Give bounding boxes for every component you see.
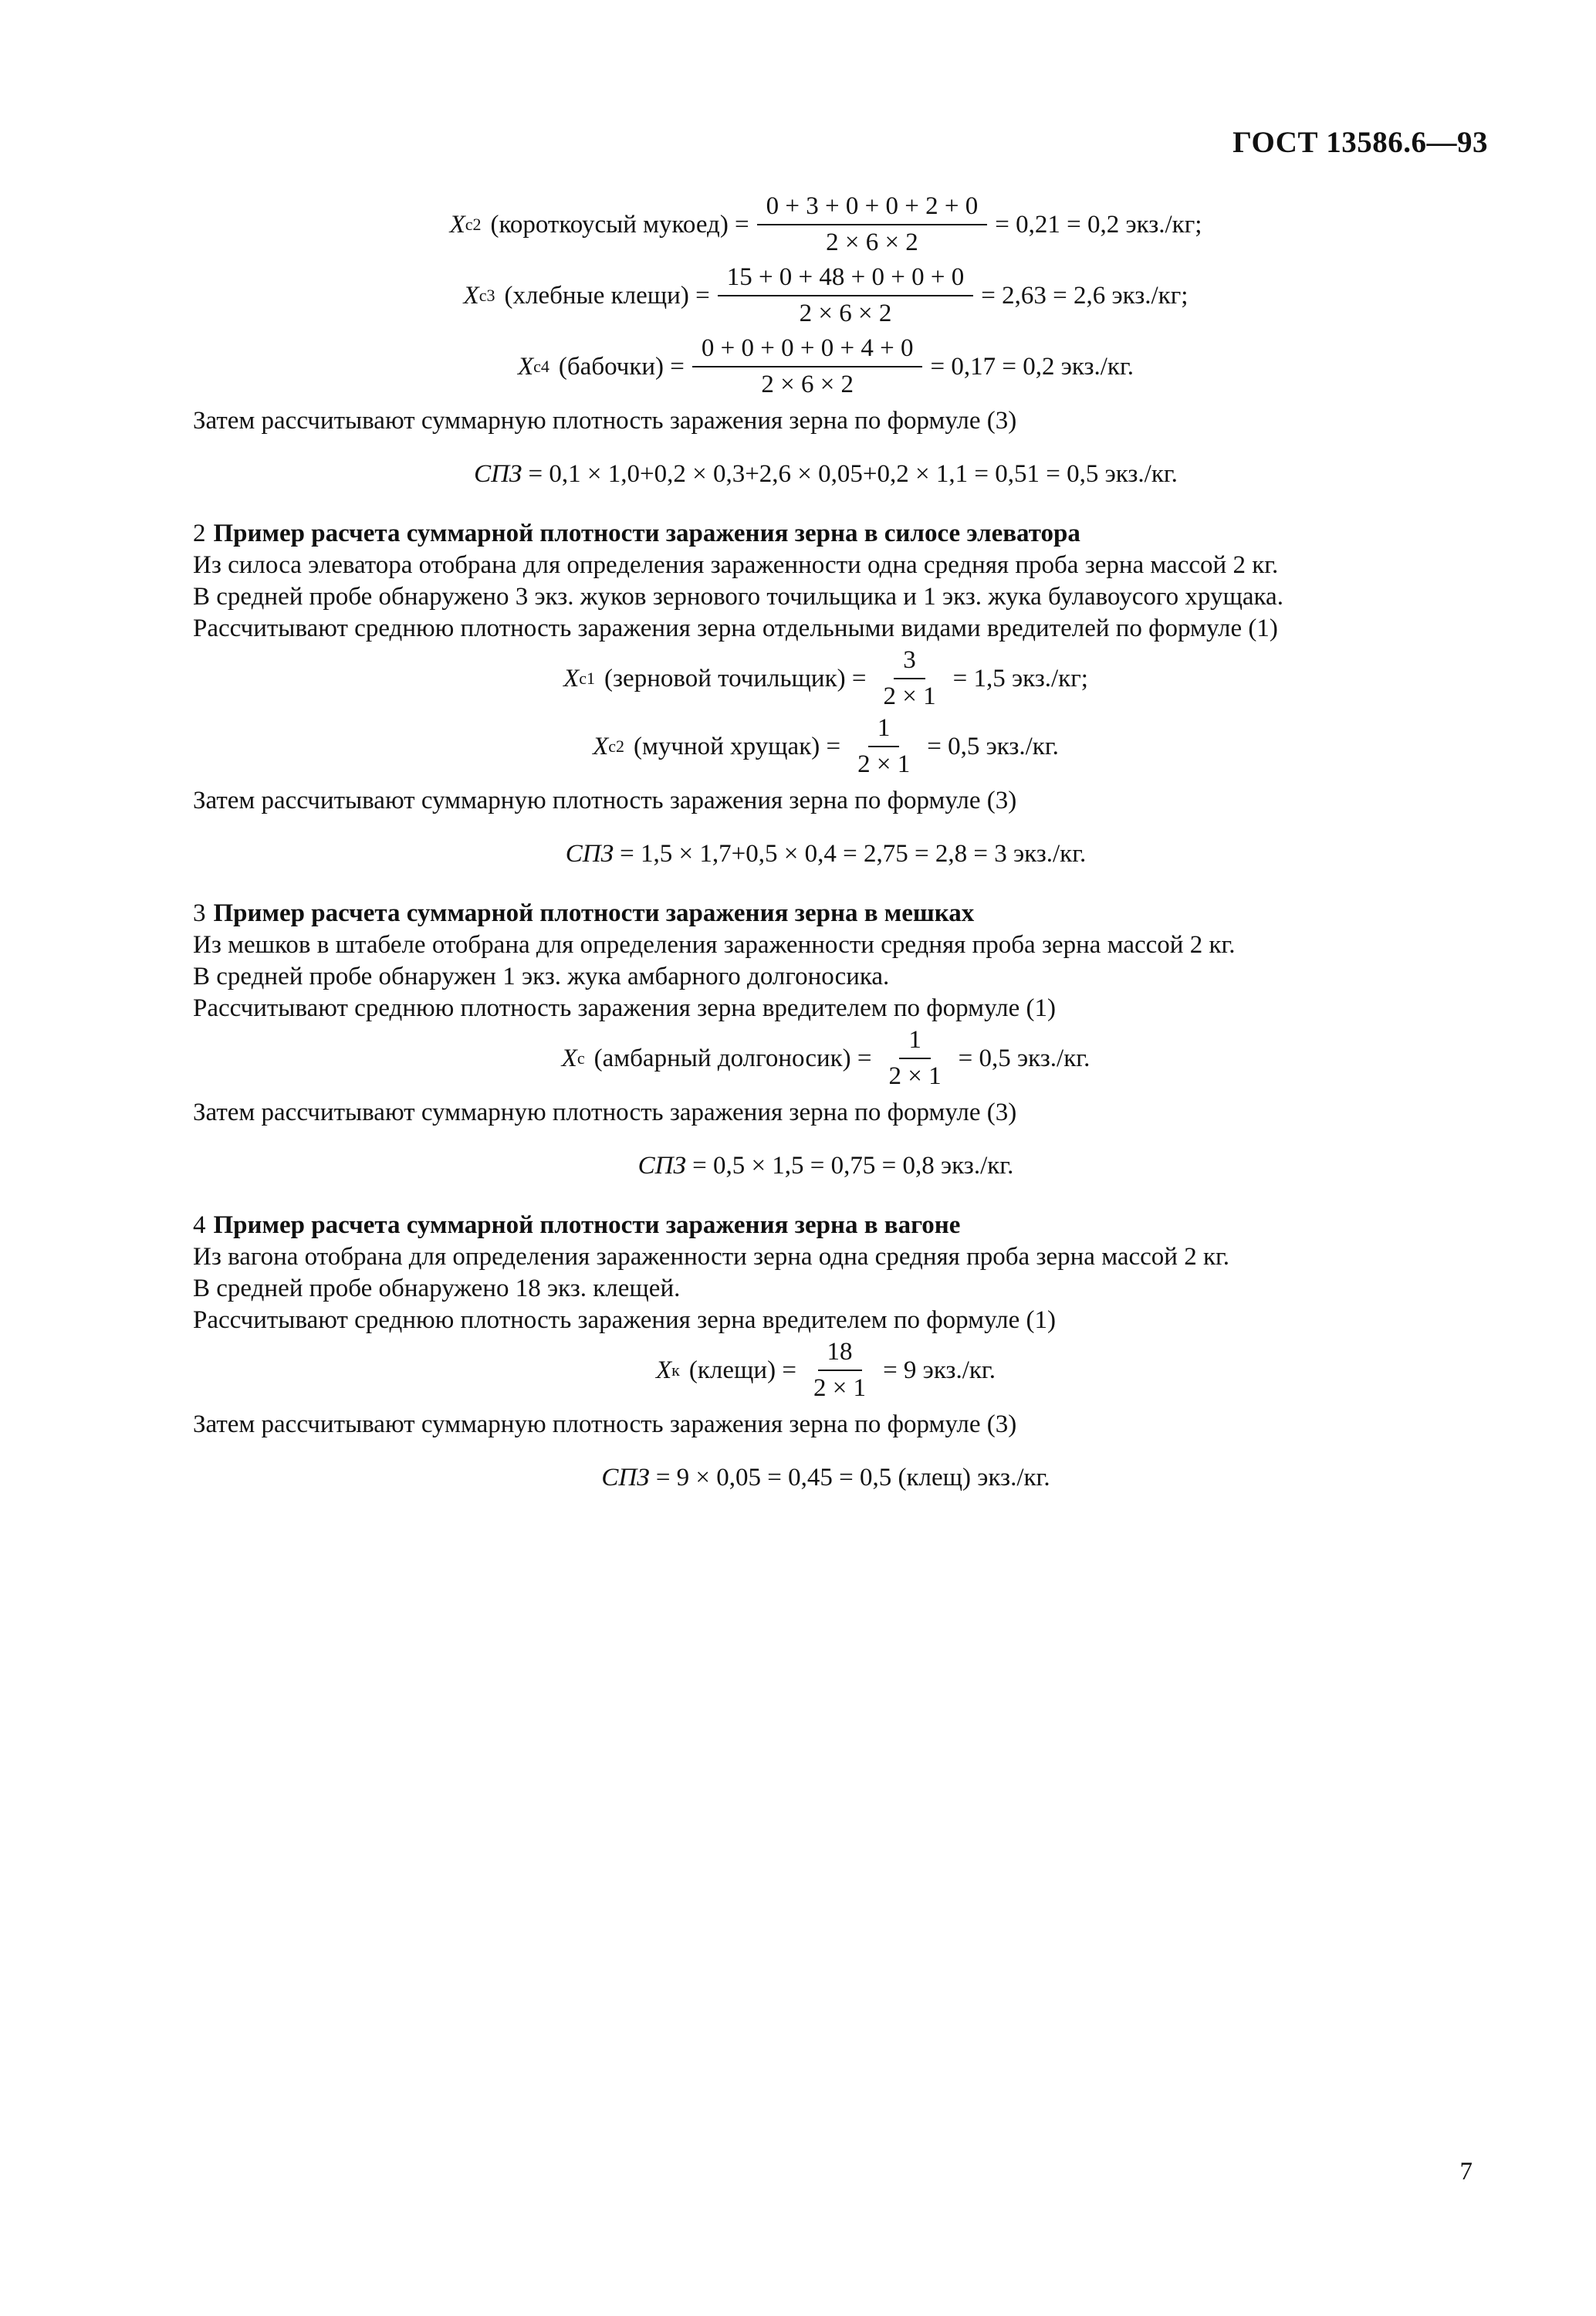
section-title: Пример расчета суммарной плотности заражения зерна в силосе элеватора bbox=[213, 520, 1080, 547]
fraction-numerator: 1 bbox=[899, 1028, 931, 1059]
formula-result: = 0,17 = 0,2 экз./кг. bbox=[930, 352, 1134, 381]
spz-label: СПЗ bbox=[601, 1464, 650, 1492]
fraction-denominator: 2 × 6 × 2 bbox=[826, 229, 918, 256]
fraction-numerator: 18 bbox=[818, 1339, 862, 1371]
formula-fraction bbox=[718, 265, 974, 327]
formula-variable: X bbox=[563, 664, 580, 692]
section-heading bbox=[193, 1210, 1459, 1241]
fraction-denominator: 2 × 1 bbox=[857, 750, 911, 778]
section-heading bbox=[193, 898, 1459, 929]
formula-moths bbox=[193, 331, 1459, 402]
formula-result: = 0,5 экз./кг. bbox=[927, 732, 1059, 760]
paragraph: Рассчитывают среднюю плотность заражения зерна вредителем по формуле (1) bbox=[193, 994, 1056, 1022]
spz-expression: = 1,5 × 1,7+0,5 × 0,4 = 2,75 = 2,8 = 3 экз./кг. bbox=[620, 840, 1087, 868]
formula-variable: X bbox=[463, 281, 479, 310]
formula-grain-mites bbox=[193, 260, 1459, 331]
formula-result: = 1,5 экз./кг; bbox=[952, 664, 1088, 692]
fraction-denominator: 2 × 1 bbox=[813, 1374, 867, 1402]
spz-expression: = 0,5 × 1,5 = 0,75 = 0,8 экз./кг. bbox=[692, 1152, 1014, 1180]
formula-subscript: к bbox=[671, 1360, 680, 1380]
paragraph: Из вагона отобрана для определения зараженности зерна одна средняя проба зерна массой 2 кг. bbox=[193, 1243, 1230, 1271]
formula-subscript: с bbox=[579, 669, 587, 688]
fraction-numerator: 1 bbox=[868, 716, 900, 747]
section-number: 3 bbox=[193, 899, 206, 927]
formula-spz bbox=[193, 838, 1459, 870]
spz-label: СПЗ bbox=[637, 1152, 686, 1180]
formula-result: = 9 экз./кг. bbox=[883, 1356, 996, 1384]
formula-fraction bbox=[880, 1028, 951, 1089]
section-title: Пример расчета суммарной плотности заражения зерна в мешках bbox=[213, 899, 975, 927]
formula-subscript: с bbox=[608, 736, 617, 756]
formula-superscript: 2 bbox=[616, 736, 625, 756]
formula-fraction bbox=[757, 194, 988, 256]
section-heading bbox=[193, 518, 1459, 550]
formula-spz bbox=[193, 459, 1459, 490]
section-number: 4 bbox=[193, 1211, 206, 1239]
page-number: 7 bbox=[1459, 2158, 1473, 2186]
formula-result: = 0,21 = 0,2 экз./кг; bbox=[995, 210, 1202, 239]
spz-label: СПЗ bbox=[565, 840, 614, 868]
section-number: 2 bbox=[193, 520, 206, 547]
paragraph: В средней пробе обнаружено 18 экз. клещей. bbox=[193, 1275, 681, 1302]
formula-label: (короткоусый мукоед) = bbox=[490, 210, 749, 239]
fraction-numerator: 0 + 3 + 0 + 0 + 2 + 0 bbox=[757, 194, 988, 225]
fraction-numerator: 3 bbox=[894, 648, 925, 679]
fraction-denominator: 2 × 6 × 2 bbox=[799, 300, 892, 327]
formula-label: (хлебные клещи) = bbox=[504, 281, 710, 310]
formula-spz bbox=[193, 1150, 1459, 1182]
formula-granary-weevil bbox=[193, 1024, 1459, 1092]
document-id: ГОСТ 13586.6—93 bbox=[1233, 126, 1488, 159]
paragraph-then-calc: Затем рассчитывают суммарную плотность заражения зерна по формуле (3) bbox=[193, 407, 1017, 435]
formula-superscript: 2 bbox=[472, 215, 482, 234]
paragraph: В средней пробе обнаружено 3 экз. жуков зернового точильщика и 1 экз. жука булавоусого хрущака. bbox=[193, 583, 1283, 611]
spz-label: СПЗ bbox=[474, 460, 522, 488]
formula-superscript: 1 bbox=[587, 669, 596, 688]
paragraph: Рассчитывают среднюю плотность заражения зерна отдельными видами вредителей по формуле (1) bbox=[193, 615, 1278, 642]
formula-label: (мучной хрущак) = bbox=[634, 732, 841, 760]
formula-subscript: с bbox=[465, 215, 473, 234]
formula-superscript: 3 bbox=[486, 286, 495, 305]
paragraph: Рассчитывают среднюю плотность заражения зерна вредителем по формуле (1) bbox=[193, 1306, 1056, 1334]
spz-expression: = 0,1 × 1,0+0,2 × 0,3+2,6 × 0,05+0,2 × 1,1 = 0,51 = 0,5 экз./кг. bbox=[528, 460, 1178, 488]
formula-grain-borer bbox=[193, 645, 1459, 713]
fraction-numerator: 0 + 0 + 0 + 0 + 4 + 0 bbox=[692, 336, 923, 367]
formula-variable: X bbox=[517, 352, 534, 381]
fraction-denominator: 2 × 6 × 2 bbox=[761, 371, 854, 398]
formula-label: (амбарный долгоносик) = bbox=[593, 1044, 872, 1072]
paragraph-then-calc: Затем рассчитывают суммарную плотность заражения зерна по формуле (3) bbox=[193, 1099, 1017, 1126]
formula-short-horned-flour-beetle bbox=[193, 189, 1459, 260]
formula-spz bbox=[193, 1462, 1459, 1494]
formula-label: (бабочки) = bbox=[558, 352, 685, 381]
formula-subscript: с bbox=[577, 1048, 585, 1068]
formula-variable: X bbox=[593, 732, 609, 760]
fraction-numerator: 15 + 0 + 48 + 0 + 0 + 0 bbox=[718, 265, 974, 296]
formula-result: = 2,63 = 2,6 экз./кг; bbox=[981, 281, 1189, 310]
formula-variable: X bbox=[561, 1044, 577, 1072]
formula-label: (клещи) = bbox=[688, 1356, 796, 1384]
formula-variable: X bbox=[449, 210, 465, 239]
formula-flour-beetle bbox=[193, 713, 1459, 780]
formula-subscript: с bbox=[533, 357, 541, 376]
page-content bbox=[193, 189, 1459, 1494]
formula-result: = 0,5 экз./кг. bbox=[958, 1044, 1090, 1072]
paragraph-then-calc: Затем рассчитывают суммарную плотность заражения зерна по формуле (3) bbox=[193, 787, 1017, 814]
formula-fraction bbox=[874, 648, 945, 709]
formula-fraction bbox=[848, 716, 919, 777]
formula-mites bbox=[193, 1336, 1459, 1404]
formula-fraction bbox=[692, 336, 923, 398]
paragraph: В средней пробе обнаружен 1 экз. жука амбарного долгоносика. bbox=[193, 963, 890, 990]
fraction-denominator: 2 × 1 bbox=[888, 1062, 942, 1090]
formula-variable: X bbox=[656, 1356, 672, 1384]
paragraph: Из мешков в штабеле отобрана для определения зараженности средняя проба зерна массой 2 кг. bbox=[193, 931, 1236, 959]
formula-label: (зерновой точильщик) = bbox=[604, 664, 867, 692]
spz-expression: = 9 × 0,05 = 0,45 = 0,5 (клещ) экз./кг. bbox=[655, 1464, 1050, 1492]
fraction-denominator: 2 × 1 bbox=[883, 682, 936, 710]
formula-subscript: с bbox=[478, 286, 487, 305]
paragraph-then-calc: Затем рассчитывают суммарную плотность заражения зерна по формуле (3) bbox=[193, 1410, 1017, 1438]
section-title: Пример расчета суммарной плотности заражения зерна в вагоне bbox=[213, 1211, 961, 1239]
formula-superscript: 4 bbox=[540, 357, 549, 376]
formula-fraction bbox=[804, 1339, 875, 1401]
paragraph: Из силоса элеватора отобрана для определения зараженности одна средняя проба зерна массой 2 кг. bbox=[193, 551, 1279, 579]
